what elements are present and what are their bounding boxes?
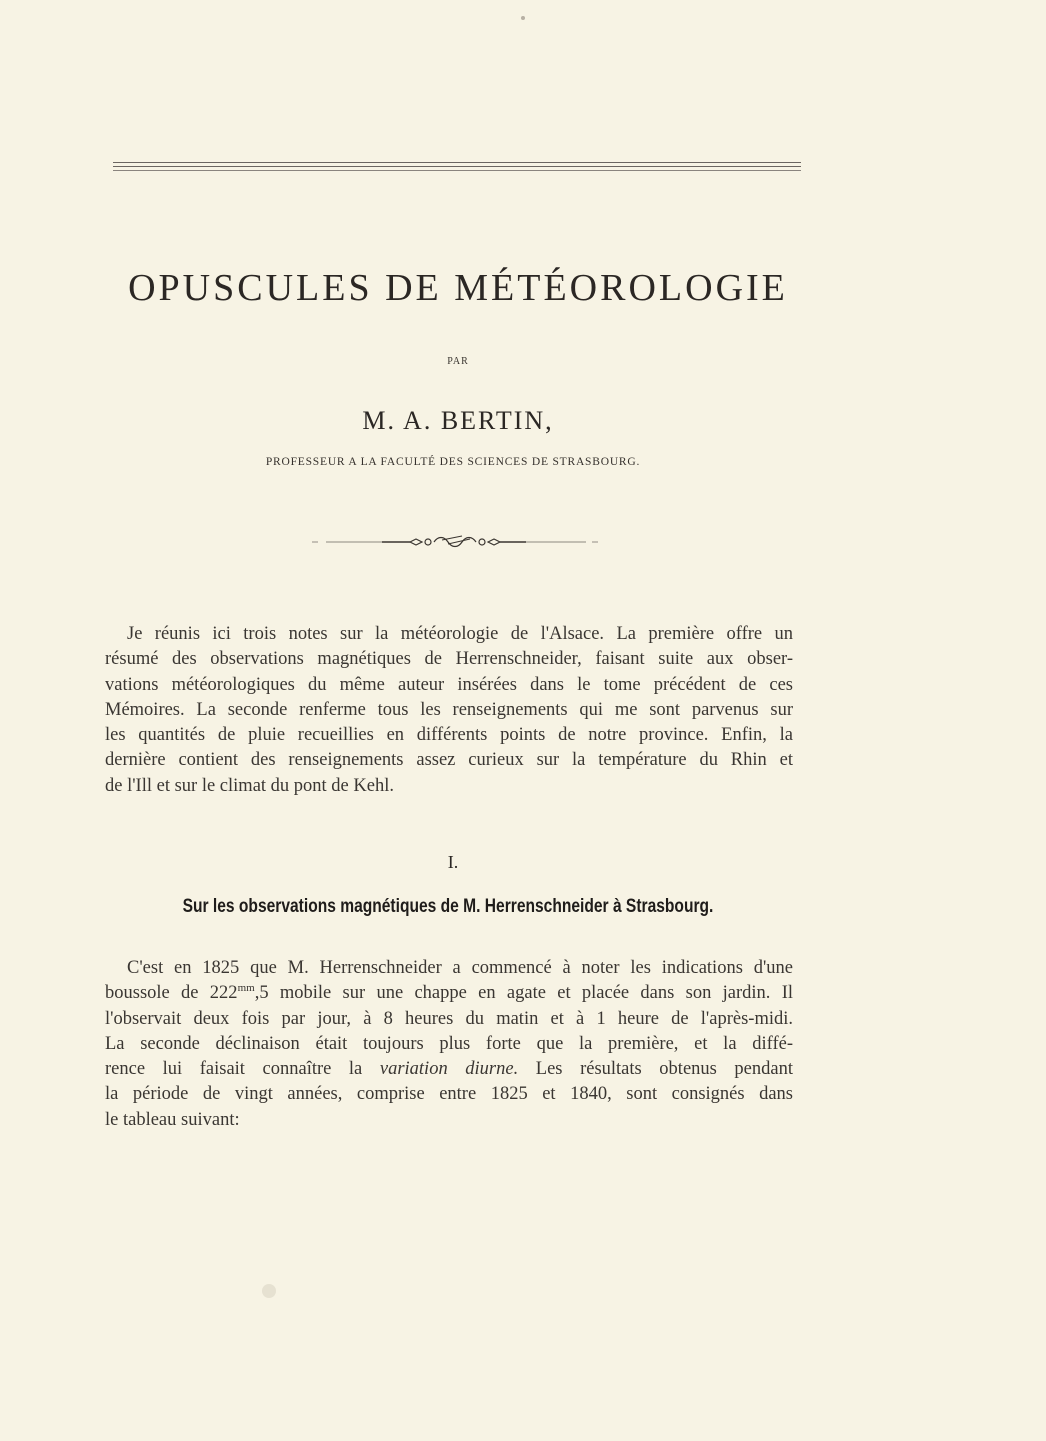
intro-line: les quantités de pluie recueillies en différents points de notre province. Enfin, la — [105, 725, 793, 746]
header-triple-rule — [113, 162, 801, 172]
section-line — [105, 1057, 793, 1082]
section-line — [105, 981, 793, 1006]
intro-line: Je réunis ici trois notes sur la météorologie de l'Alsace. La première offre un — [127, 624, 793, 644]
intro-paragraph — [105, 622, 793, 799]
section-line: la période de vingt années, comprise entre 1825 et 1840, sont consignés dans — [105, 1084, 793, 1105]
intro-line: de l'Ill et sur le climat du pont de Kehl. — [105, 775, 394, 796]
author-name: M. A. BERTIN, — [362, 406, 554, 435]
section-heading: Sur les observations magnétiques de M. Herrenschneider à Strasbourg. — [182, 896, 714, 917]
section-line: La seconde déclinaison était toujours plus forte que la première, et la diffé- — [105, 1033, 793, 1054]
paper-stain — [262, 1284, 276, 1298]
section-line: C'est en 1825 que M. Herrenschneider a commencé à noter les indications d'une — [127, 958, 793, 978]
intro-line: Mémoires. La seconde renferme tous les renseignements qui me sont parvenus sur — [105, 699, 793, 720]
section-line-part: ,5 mobile sur une chappe en agate et placée dans son jardin. Il — [254, 983, 793, 1004]
intro-line: vations météorologiques du même auteur insérées dans le tome précédent de ces — [105, 674, 793, 695]
intro-line: résumé des observations magnétiques de Herrenschneider, faisant suite aux obser- — [105, 649, 793, 670]
section-line-part: rence lui faisait connaître la — [105, 1059, 380, 1080]
par-label: PAR — [447, 356, 469, 367]
unit-superscript: mm — [237, 982, 255, 995]
ornament-divider — [312, 533, 598, 551]
section-line: l'observait deux fois par jour, à 8 heures du matin et à 1 heure de l'après-midi. — [105, 1008, 793, 1029]
section-line: le tableau suivant: — [105, 1109, 240, 1130]
italic-term: variation diurne. — [379, 1059, 519, 1080]
paper-stain — [521, 16, 525, 20]
section-line-part: boussole de 222 — [105, 983, 238, 1004]
section-number: I. — [447, 852, 459, 872]
intro-line: dernière contient des renseignements assez curieux sur la température du Rhin et — [105, 750, 793, 771]
author-affiliation: PROFESSEUR A LA FACULTÉ DES SCIENCES DE STRASBOURG. — [265, 456, 641, 468]
page-title: OPUSCULES DE MÉTÉOROLOGIE — [128, 267, 788, 309]
section-paragraph — [105, 956, 793, 1133]
section-line-part: Les résultats obtenus pendant — [518, 1059, 793, 1080]
